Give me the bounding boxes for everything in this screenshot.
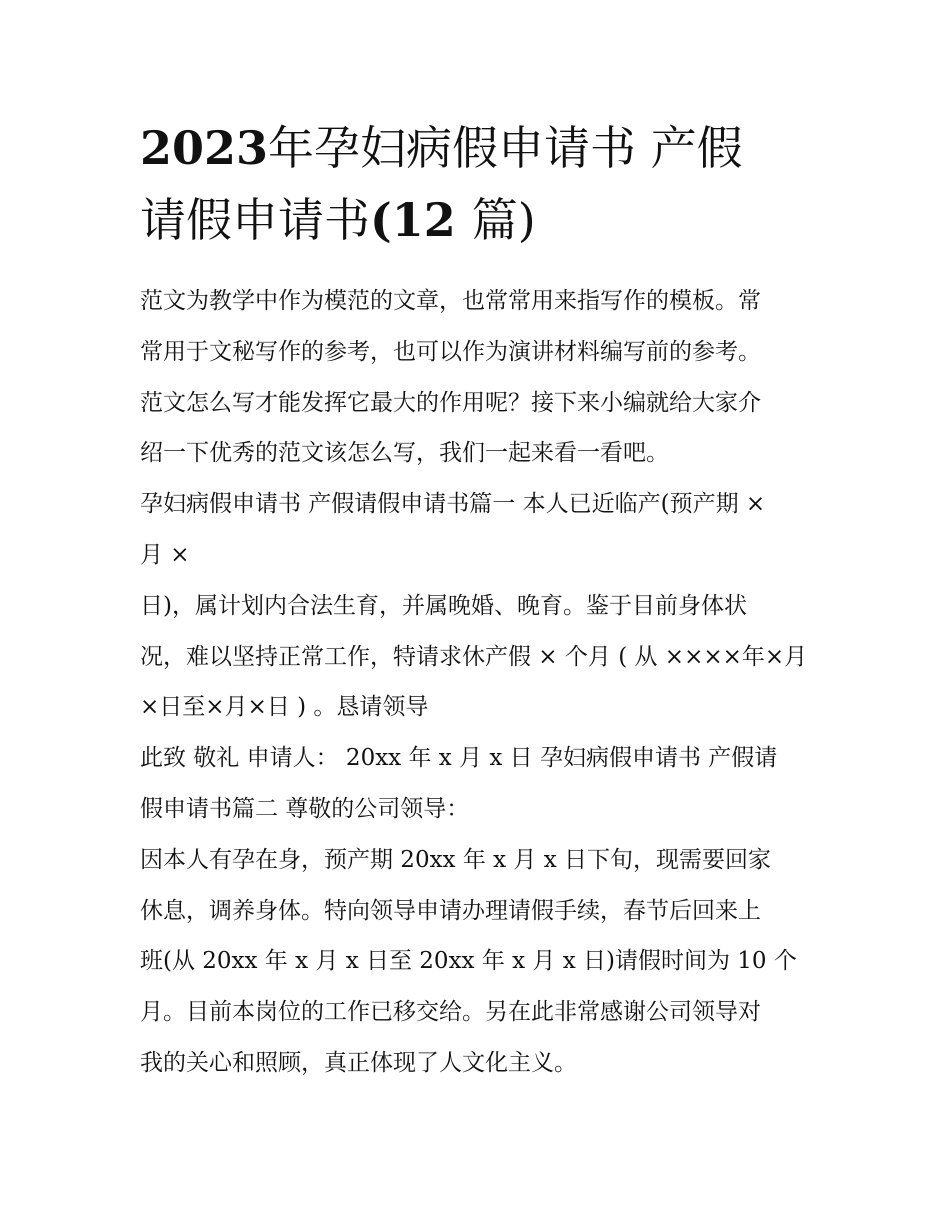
- body-line: 班(从 20xx 年 x 月 x 日至 20xx 年 x 月 x 日)请假时间为 10 个: [140, 948, 797, 975]
- body-line: 范文怎么写才能发挥它最大的作用呢？接下来小编就给大家介: [140, 389, 761, 416]
- document-title: [140, 112, 820, 256]
- title-year: 2023: [140, 121, 269, 175]
- body-line: 况，难以坚持正常工作，特请求休产假 × 个月 ( 从 ××××年×月: [140, 643, 808, 670]
- title-text-1: 年孕妇病假申请书 产假: [268, 121, 743, 175]
- body-line: 假申请书篇二 尊敬的公司领导：: [140, 795, 470, 822]
- body-line: 日)，属计划内合法生育，并属晚婚、晚育。鉴于目前身体状: [140, 592, 747, 619]
- body-line: 休息，调养身体。特向领导申请办理请假手续，春节后回来上: [140, 897, 761, 924]
- title-line-2: [140, 193, 536, 247]
- body-line: 常用于文秘写作的参考，也可以作为演讲材料编写前的参考。: [140, 338, 761, 365]
- body-line: 绍一下优秀的范文该怎么写，我们一起来看一看吧。: [140, 440, 669, 467]
- body-line: 月。目前本岗位的工作已移交给。另在此非常感谢公司领导对: [140, 999, 761, 1026]
- title-text-2: 请假申请书: [140, 193, 370, 247]
- document-body: [140, 276, 820, 1089]
- body-line: 因本人有孕在身，预产期 20xx 年 x 月 x 日下旬，现需要回家: [140, 846, 772, 873]
- title-count: (12: [370, 193, 472, 247]
- body-line: 我的关心和照顾，真正体现了人文化主义。: [140, 1049, 577, 1076]
- title-text-3: 篇): [471, 193, 536, 247]
- body-line: 范文为教学中作为模范的文章，也常常用来指写作的模板。常: [140, 288, 761, 314]
- body-line: 此致 敬礼 申请人： 20xx 年 x 月 x 日 孕妇病假申请书 产假请: [140, 745, 778, 772]
- body-line: 孕妇病假申请书 产假请假申请书篇一 本人已近临产(预产期 ×: [140, 491, 766, 518]
- title-line-1: [140, 121, 743, 175]
- body-line: 月 ×: [140, 541, 190, 568]
- body-line: ×日至×月×日 ) 。恳请领导: [140, 694, 429, 721]
